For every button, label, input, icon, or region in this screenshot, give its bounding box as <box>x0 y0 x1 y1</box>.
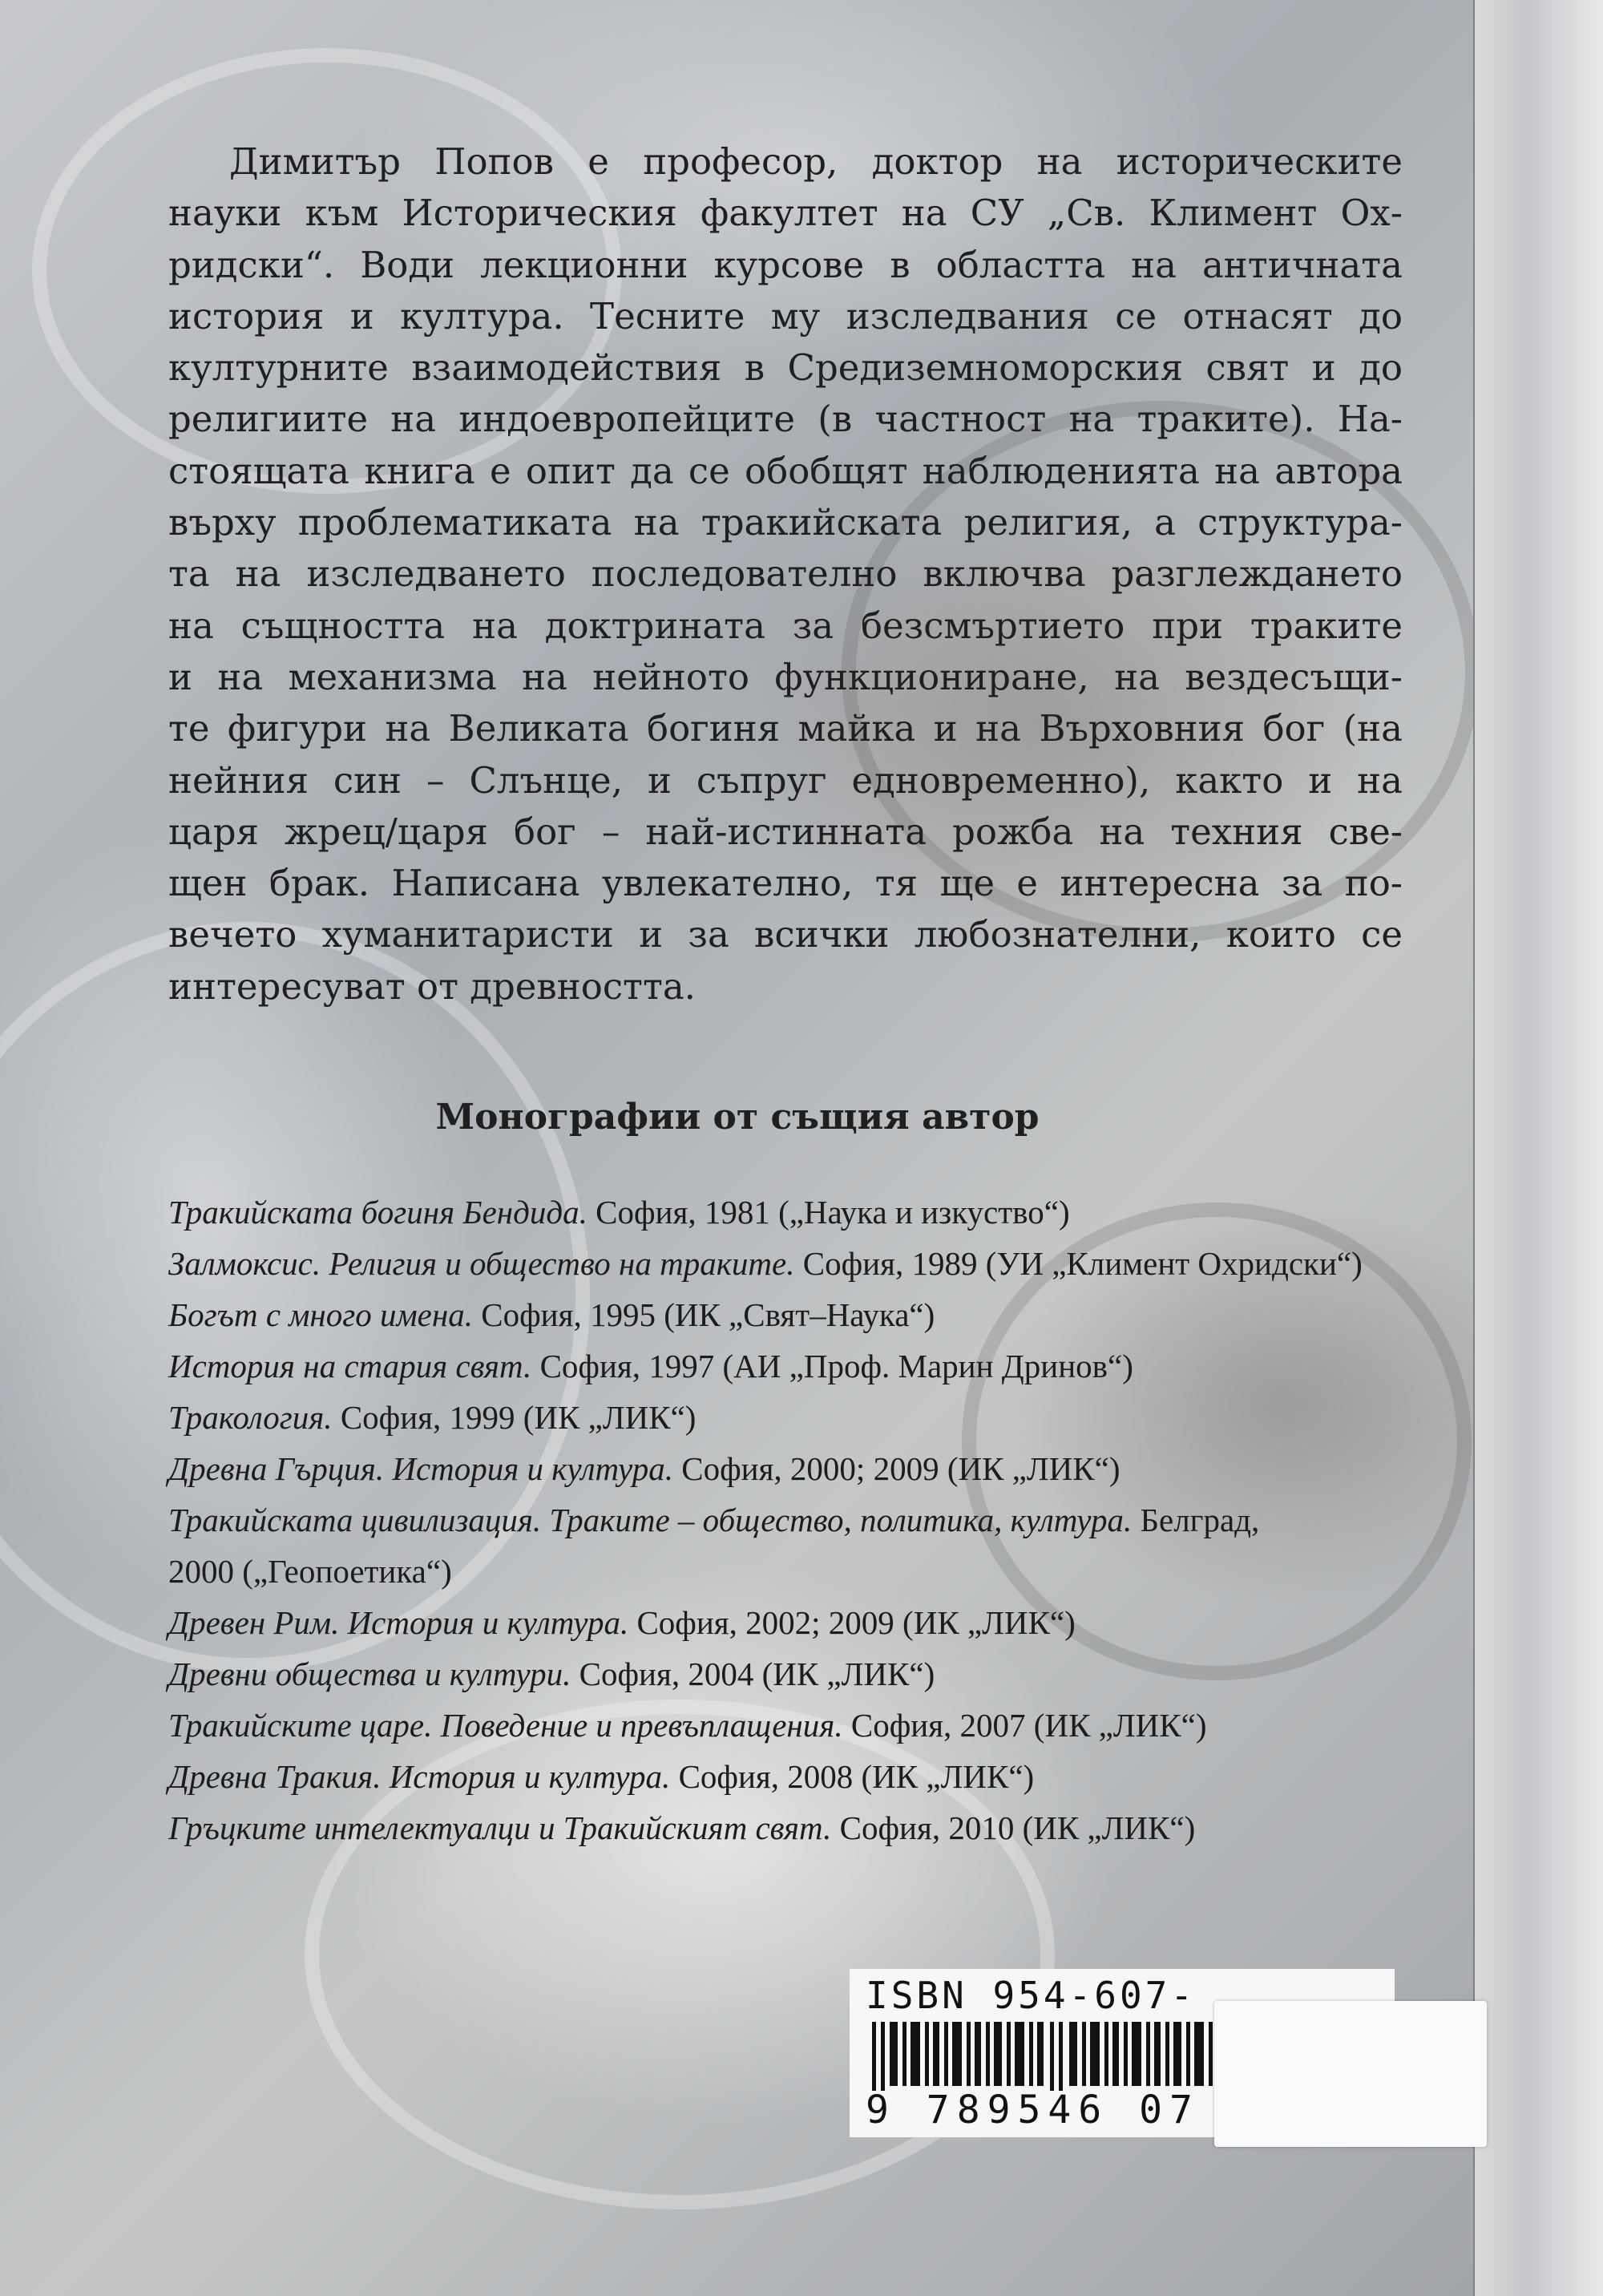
monograph-title: Древна Гърция. История и култура. <box>168 1450 673 1487</box>
monograph-title: Богът с много имена. <box>168 1296 473 1333</box>
monograph-entry <box>168 1648 1451 1700</box>
monograph-details: Белград, <box>1132 1502 1260 1538</box>
monographs-heading: Монографии от същия автор <box>435 1097 1040 1138</box>
monograph-details: София, 1989 (УИ „Климент Охридски“) <box>794 1245 1363 1282</box>
monograph-title: Тракология. <box>168 1399 333 1436</box>
description-line: царя жрец/царя бог – най-истинната рожба на техния све- <box>168 810 1403 853</box>
monograph-details: София, 1999 (ИК „ЛИК“) <box>332 1399 697 1436</box>
monograph-details: София, 2008 (ИК „ЛИК“) <box>670 1758 1035 1795</box>
description-line: интересуват от древността. <box>168 964 696 1008</box>
monograph-title: Тракийските царе. Поведение и превъплащения. <box>168 1707 843 1744</box>
monograph-details: София, 2000; 2009 (ИК „ЛИК“) <box>672 1450 1120 1487</box>
ean-digits: 9 789546 07 <box>866 2088 1200 2132</box>
monograph-details: София, 2004 (ИК „ЛИК“) <box>571 1655 935 1692</box>
description-line: науки към Историческия факултет на СУ „Св. Климент Ох- <box>168 192 1403 235</box>
description-line: история и култура. Тесните му изследвания се отнасят до <box>168 294 1403 338</box>
monograph-entry <box>168 1392 1451 1443</box>
monograph-title: Гръцките интелектуалци и Тракийският свят. <box>168 1809 832 1846</box>
description-line: та на изследването последователно включва разглеждането <box>168 552 1403 596</box>
monograph-entry <box>168 1238 1451 1289</box>
monograph-title: Тракийската богиня Бендида. <box>168 1194 587 1231</box>
description-line: щен брак. Написана увлекателно, тя ще е интересна за по- <box>168 862 1403 905</box>
description-line: религиите на индоевропейците (в частност на траките). На- <box>168 398 1403 441</box>
monograph-title: Тракийската цивилизация. Траките – общество, политика, култура. <box>168 1502 1133 1538</box>
monograph-entry <box>168 1186 1451 1238</box>
description-line: нейния син – Слънце, и съпруг едновременно), както и на <box>168 758 1403 802</box>
monograph-details-continued: 2000 („Геопоетика“) <box>168 1553 452 1590</box>
monograph-details: София, 2010 (ИК „ЛИК“) <box>831 1809 1196 1846</box>
monograph-details: София, 1995 (ИК „Свят–Наука“) <box>472 1296 935 1333</box>
monograph-details: София, 2007 (ИК „ЛИК“) <box>842 1707 1207 1744</box>
monograph-entry <box>168 1751 1451 1802</box>
monograph-title: Залмоксис. Религия и общество на траките. <box>168 1245 795 1282</box>
monograph-entry <box>168 1340 1451 1392</box>
monograph-entry <box>168 1289 1451 1340</box>
monograph-entry <box>168 1597 1451 1648</box>
monographs-list <box>168 1186 1451 1853</box>
description-line: културните взаимодействия в Средиземноморския свят и до <box>168 346 1403 390</box>
monograph-entry <box>168 1802 1451 1853</box>
description-line: вечето хуманитаристи и за всички любознателни, които се <box>168 913 1403 956</box>
monograph-title: Древна Тракия. История и култура. <box>168 1758 671 1795</box>
description-line: Димитър Попов е професор, доктор на историческите <box>229 140 1403 183</box>
monograph-details: София, 1981 („Наука и изкуство“) <box>587 1194 1070 1231</box>
description-line: върху проблематиката на тракийската религия, а структура- <box>168 501 1403 544</box>
isbn-label: ISBN 954-607- <box>866 1974 1197 2017</box>
monograph-title: Древен Рим. История и култура. <box>168 1604 629 1641</box>
description-line: на същността на доктрината за безсмъртието при траките <box>168 604 1403 647</box>
monograph-entry <box>168 1443 1451 1494</box>
monograph-title: История на стария свят. <box>168 1348 532 1384</box>
monograph-details: София, 2002; 2009 (ИК „ЛИК“) <box>628 1604 1076 1641</box>
monograph-details: София, 1997 (АИ „Проф. Марин Дринов“) <box>531 1348 1133 1384</box>
description-line: и на механизма на нейното функциониране, на вездесъщи- <box>168 655 1403 698</box>
description-line: те фигури на Великата богиня майка и на Върховния бог (на <box>168 707 1403 750</box>
author-description <box>168 136 1403 1013</box>
page-edge <box>1475 0 1603 2296</box>
description-line: стоящата книга е опит да се обобщят наблюденията на автора <box>168 449 1403 492</box>
monograph-entry <box>168 1700 1451 1751</box>
description-line: ридски“. Води лекционни курсове в областта на античната <box>168 243 1403 286</box>
monograph-entry <box>168 1494 1451 1597</box>
price-sticker <box>1214 2001 1487 2147</box>
monograph-title: Древни общества и култури. <box>168 1655 571 1692</box>
